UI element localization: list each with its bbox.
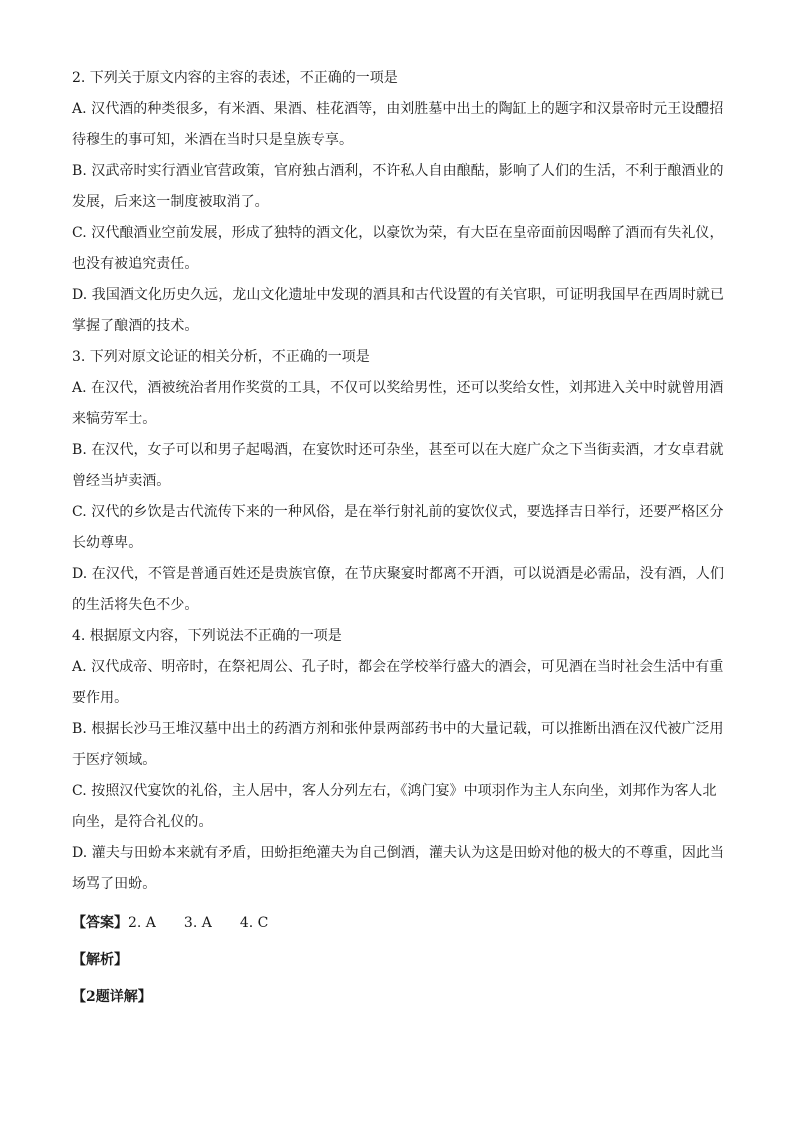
option-line: B. 根据长沙马王堆汉墓中出土的药酒方剂和张仲景两部药书中的大量记载，可以推断出酒在汉代被广泛用: [72, 721, 724, 737]
option-line: A. 汉代成帝、明帝时，在祭祀周公、孔子时，都会在学校举行盛大的酒会，可见酒在当时社会生活中有重: [72, 659, 724, 675]
answer-label: 【答案】: [72, 915, 128, 931]
option-b: [72, 156, 722, 218]
option-line: 来犒劳军士。: [72, 411, 157, 427]
option-line: 掌握了酿酒的技术。: [72, 318, 199, 334]
detail-label: 【2题详解】: [72, 989, 152, 1005]
option-c: [72, 497, 722, 559]
option-line: A. 汉代酒的种类很多，有米酒、果酒、桂花酒等，由刘胜墓中出土的陶缸上的题字和汉景帝时元王设醴招: [72, 101, 724, 117]
answer-row: [72, 908, 722, 939]
option-d: [72, 280, 725, 342]
option-c: [72, 776, 722, 838]
question-2: [72, 63, 725, 342]
question-3: [72, 342, 725, 621]
option-line: 场骂了田蚡。: [72, 876, 157, 892]
option-line: D. 我国酒文化历史久远，龙山文化遗址中发现的酒具和古代设置的有关官职，可证明我国早在西周时就已: [72, 287, 725, 303]
option-line: 于医疗领域。: [72, 752, 157, 768]
option-line: 也没有被追究责任。: [72, 256, 199, 272]
option-a: [72, 652, 722, 714]
option-b: [72, 714, 722, 776]
option-c: [72, 218, 722, 280]
question-title: 4. 根据原文内容，下列说法不正确的一项是: [72, 628, 342, 644]
answer-item: 2. A: [128, 915, 156, 931]
question-4: [72, 621, 725, 900]
option-d: [72, 559, 725, 621]
question-title: 3. 下列对原文论证的相关分析，不正确的一项是: [72, 349, 370, 365]
option-a: [72, 94, 722, 156]
option-line: D. 灌夫与田蚡本来就有矛盾，田蚡拒绝灌夫为自己倒酒，灌夫认为这是田蚡对他的极大的不尊重，因此当: [72, 845, 725, 861]
option-line: B. 汉武帝时实行酒业官营政策，官府独占酒利，不许私人自由酿酤，影响了人们的生活，不利于酿酒业的: [72, 163, 724, 179]
option-line: 长幼尊卑。: [72, 535, 143, 551]
answer-item: 4. C: [239, 915, 269, 931]
option-line: 的生活将失色不少。: [72, 597, 199, 613]
option-line: 发展，后来这一制度被取消了。: [72, 194, 269, 210]
option-line: B. 在汉代，女子可以和男子起喝酒，在宴饮时还可杂坐，甚至可以在大庭广众之下当街卖酒，才女卓君就: [72, 442, 724, 458]
option-line: A. 在汉代，酒被统治者用作奖赏的工具，不仅可以奖给男性，还可以奖给女性，刘邦进入关中时就曾用酒: [72, 380, 724, 396]
option-line: 向坐，是符合礼仪的。: [72, 814, 213, 830]
option-b: [72, 435, 722, 497]
answer-item: 3. A: [183, 915, 212, 931]
option-line: C. 按照汉代宴饮的礼俗，主人居中，客人分列左右，《鸿门宴》中项羽作为主人东向坐，刘邦作为客人北: [72, 783, 717, 799]
option-line: 待穆生的事可知，米酒在当时只是皇族专享。: [72, 132, 353, 148]
option-line: D. 在汉代，不管是普通百姓还是贵族官僚，在节庆聚宴时都离不开酒，可以说酒是必需品，没有酒，人们: [72, 566, 725, 582]
option-d: [72, 838, 725, 900]
analysis-label: 【解析】: [72, 952, 128, 968]
option-line: C. 汉代酿酒业空前发展，形成了独特的酒文化，以豪饮为荣，有大臣在皇帝面前因喝醉了酒而有失礼仪，: [72, 225, 724, 241]
question-title: 2. 下列关于原文内容的主容的表述，不正确的一项是: [72, 70, 398, 86]
option-line: 曾经当垆卖酒。: [72, 473, 171, 489]
option-line: C. 汉代的乡饮是古代流传下来的一种风俗，是在举行射礼前的宴饮仪式，要选择吉日举行，还要严格区分: [72, 504, 724, 520]
option-a: [72, 373, 722, 435]
document-content: [72, 63, 725, 1013]
option-line: 要作用。: [72, 690, 129, 706]
